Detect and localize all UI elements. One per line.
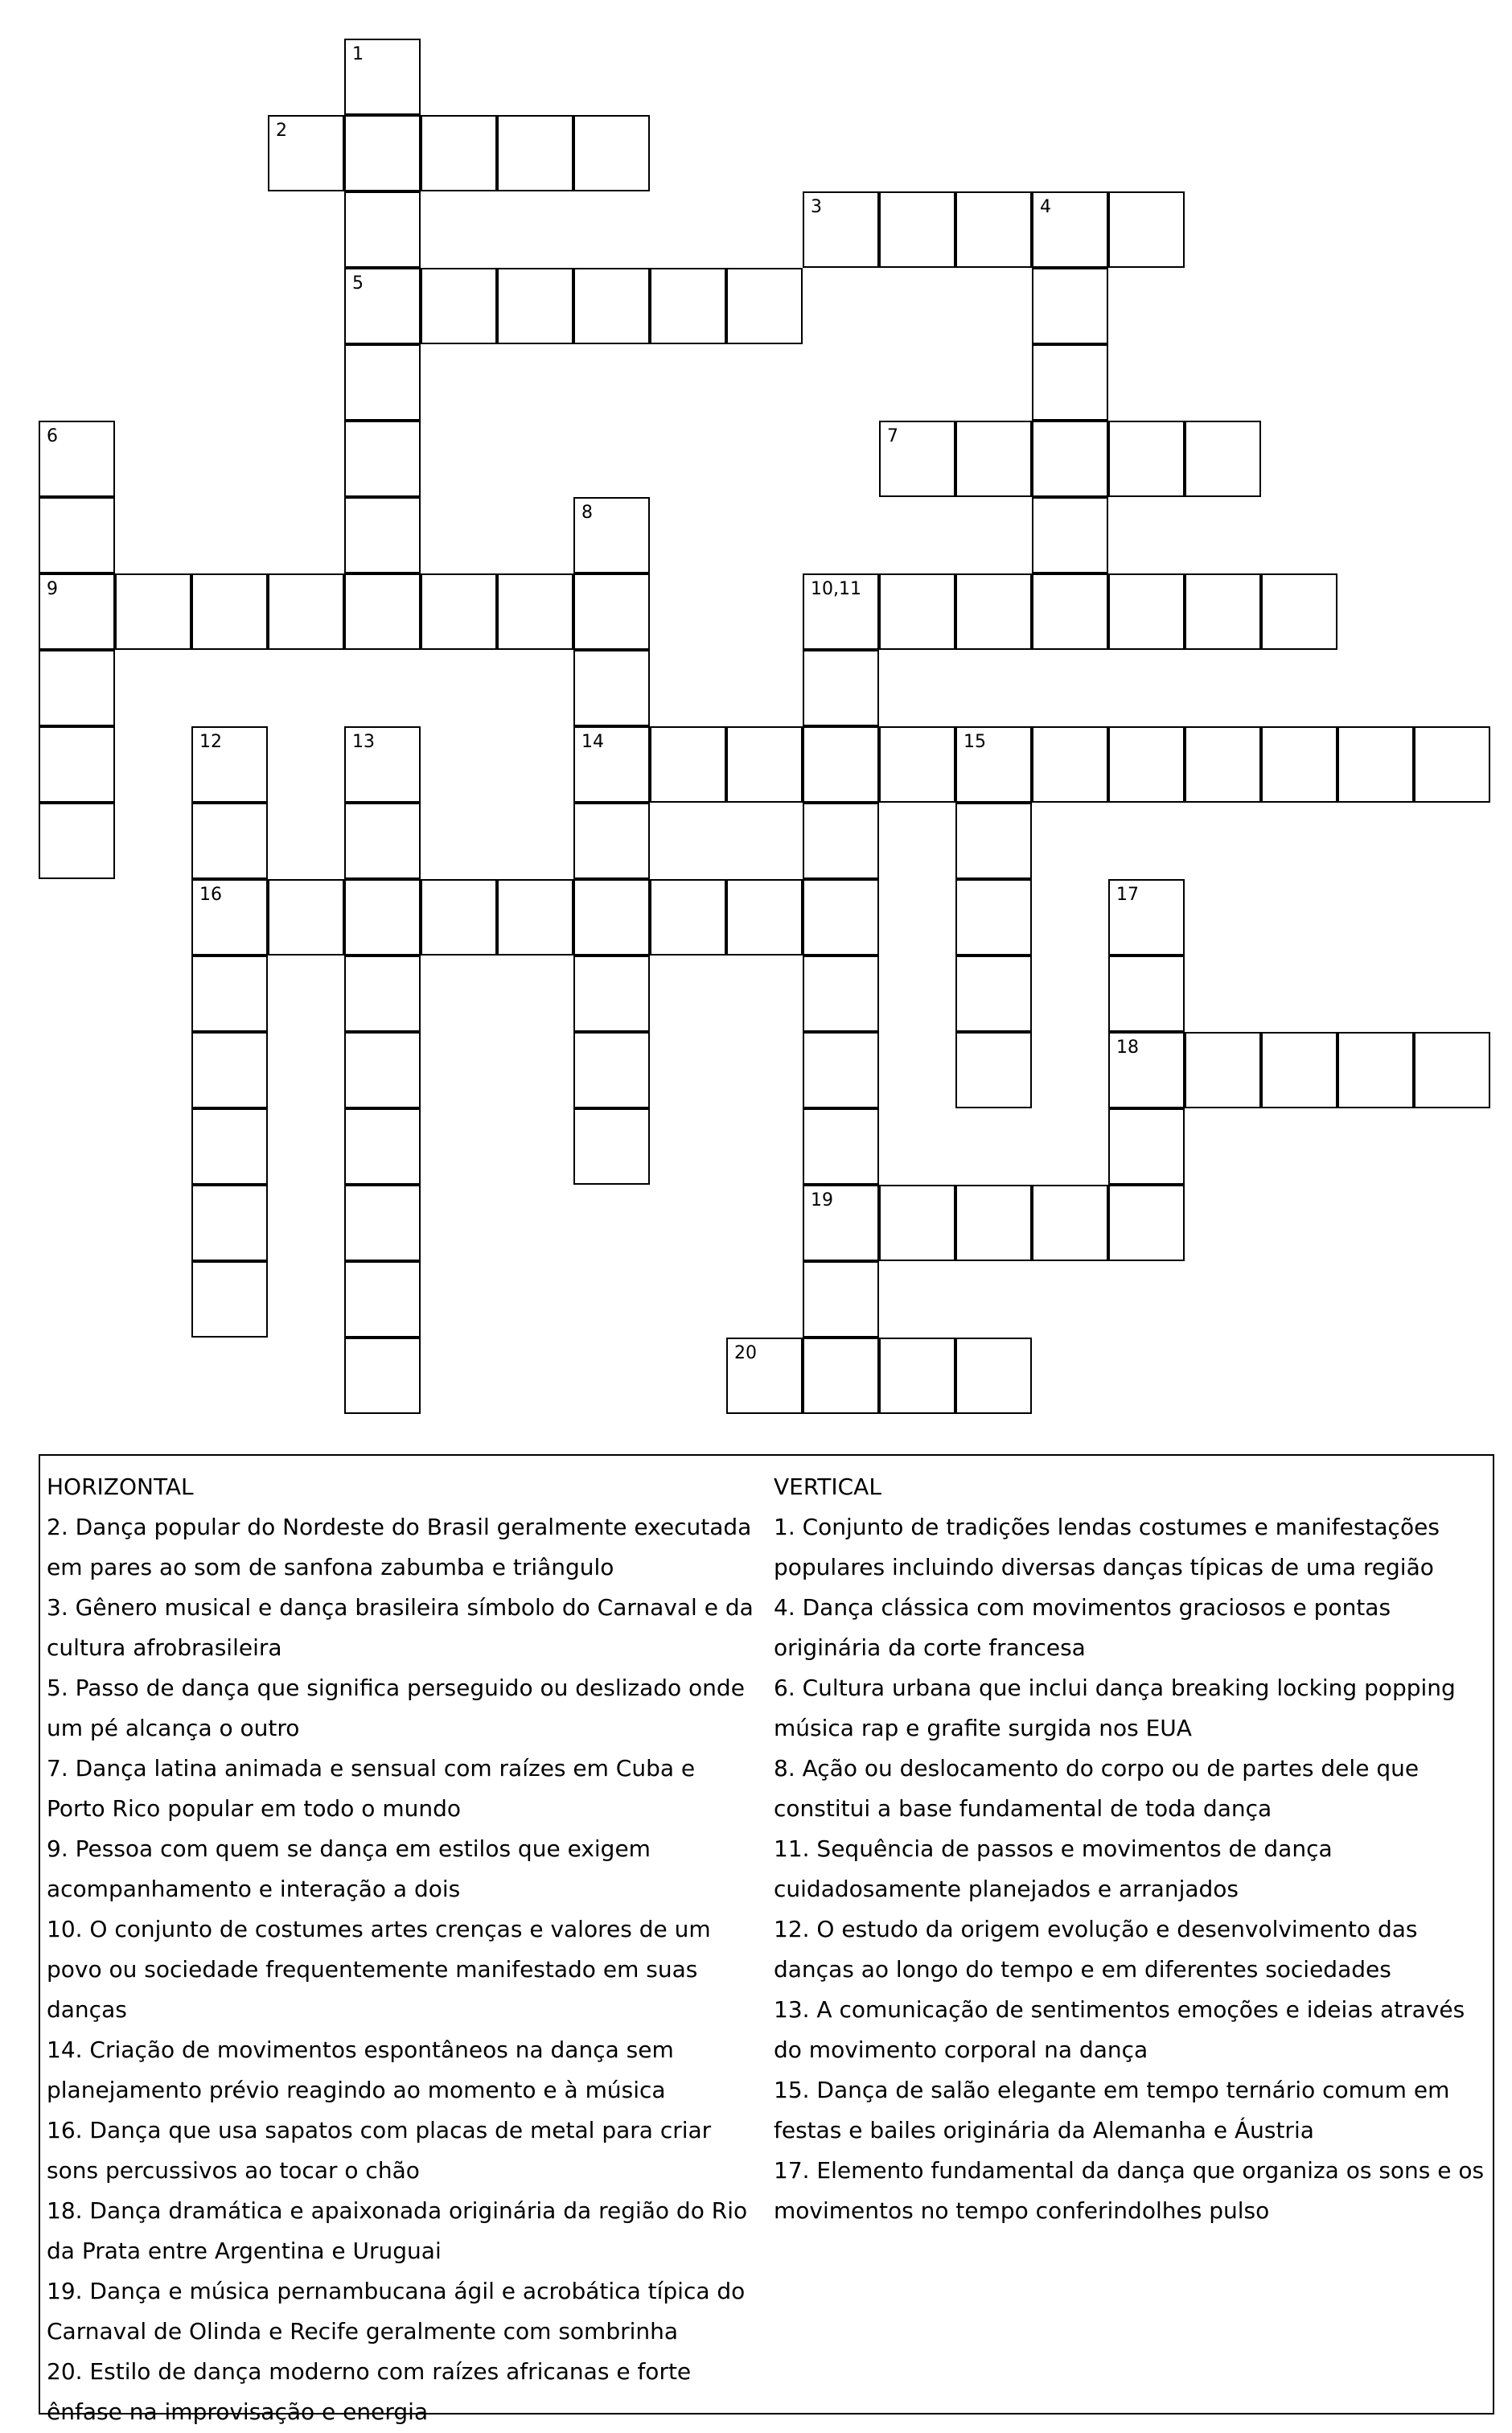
grid-cell (879, 1185, 955, 1261)
grid-cell (497, 879, 573, 956)
clue-across: 20. Estilo de dança moderno com raízes africanas e forte ênfase na improvisação e energia (47, 2358, 692, 2425)
clue-number: 10,11 (811, 579, 861, 599)
grid-cell (191, 726, 268, 803)
grid-cell (573, 1108, 650, 1185)
grid-cell (344, 1261, 421, 1338)
clue-number: 4 (1040, 197, 1051, 217)
grid-cell (879, 1338, 955, 1414)
grid-cell (1108, 1185, 1185, 1261)
grid-cell (344, 1032, 421, 1108)
grid-cell (344, 497, 421, 573)
clue-down: 6. Cultura urbana que inclui dança breaking locking popping música rap e grafite surgida nos EUA (774, 1675, 1456, 1741)
grid-cell (191, 803, 268, 879)
grid-cell (573, 650, 650, 726)
clue-number: 7 (887, 426, 898, 446)
grid-cell (650, 268, 726, 344)
clue-number: 20 (734, 1343, 757, 1363)
horizontal-clues (47, 1467, 754, 2432)
grid-cell (1185, 1032, 1261, 1108)
clue-down: 12. O estudo da origem evolução e desenvolvimento das danças ao longo do tempo e em diferentes sociedades (774, 1916, 1418, 1983)
clue-number: 18 (1116, 1038, 1139, 1058)
clue-number: 14 (581, 732, 604, 752)
grid-cell (955, 573, 1032, 650)
grid-cell (344, 115, 421, 191)
grid-cell (344, 726, 421, 803)
grid-cell (955, 803, 1032, 879)
grid-cell (1337, 1032, 1414, 1108)
grid-cell (879, 191, 955, 268)
clue-across: 14. Criação de movimentos espontâneos na dança sem planejamento prévio reagindo ao momento e à música (47, 2036, 674, 2103)
grid-cell (39, 497, 115, 573)
clue-down: 17. Elemento fundamental da dança que organiza os sons e os movimentos no tempo conferindolhes pulso (774, 2157, 1485, 2224)
clue-across: 16. Dança que usa sapatos com placas de metal para criar sons percussivos ao tocar o chão (47, 2117, 712, 2184)
grid-cell (191, 1108, 268, 1185)
clue-across: 3. Gênero musical e dança brasileira símbolo do Carnaval e da cultura afrobrasileira (47, 1594, 754, 1661)
grid-cell (650, 879, 726, 956)
grid-cell (191, 956, 268, 1032)
clue-across: 7. Dança latina animada e sensual com raízes em Cuba e Porto Rico popular em todo o mundo (47, 1755, 696, 1822)
clue-across: 2. Dança popular do Nordeste do Brasil geralmente executada em pares ao som de sanfona zabumba e triângulo (47, 1514, 752, 1580)
grid-cell (573, 115, 650, 191)
grid-cell (1108, 726, 1185, 803)
clues-box (39, 1454, 1494, 2425)
grid-cell (1261, 726, 1337, 803)
grid-cell (803, 650, 879, 726)
grid-cell (421, 115, 497, 191)
grid-cell (1032, 1185, 1108, 1261)
clue-down: 13. A comunicação de sentimentos emoções e ideias através do movimento corporal na dança (774, 1996, 1465, 2063)
grid-cell (803, 1261, 879, 1338)
grid-cell (191, 573, 268, 650)
clue-number: 9 (47, 579, 58, 599)
clue-number: 5 (352, 273, 364, 294)
clue-across: 18. Dança dramática e apaixonada originária da região do Rio da Prata entre Argentina e Uruguai (47, 2197, 748, 2264)
grid-cell (1414, 726, 1490, 803)
clue-number: 1 (352, 44, 364, 64)
clue-across: 9. Pessoa com quem se dança em estilos que exigem acompanhamento e interação a dois (47, 1835, 651, 1902)
grid-cell (955, 1185, 1032, 1261)
clue-number: 12 (199, 732, 222, 752)
grid-cell (573, 497, 650, 573)
grid-cell (955, 191, 1032, 268)
grid-cell (955, 726, 1032, 803)
grid-cell (344, 344, 421, 421)
grid-cell (268, 115, 344, 191)
grid-cell (268, 573, 344, 650)
grid-cell (879, 726, 955, 803)
grid-cell (803, 1032, 879, 1108)
clue-across: 19. Dança e música pernambucana ágil e acrobática típica do Carnaval de Olinda e Recife geralmente com sombrinha (47, 2278, 746, 2345)
grid-cell (1032, 268, 1108, 344)
grid-cell (1032, 573, 1108, 650)
grid-cell (344, 39, 421, 115)
grid-cell (573, 803, 650, 879)
grid-cell (803, 956, 879, 1032)
grid-cell (573, 1032, 650, 1108)
grid-cell (421, 573, 497, 650)
grid-cell (1108, 421, 1185, 497)
grid-cell (955, 879, 1032, 956)
grid-cell (573, 879, 650, 956)
grid-cell (1108, 1108, 1185, 1185)
grid-cell (1108, 191, 1185, 268)
grid-cell (1337, 726, 1414, 803)
grid-cell (1032, 344, 1108, 421)
grid-cell (1108, 1032, 1185, 1108)
grid-cell (803, 1338, 879, 1414)
clue-down: 4. Dança clássica com movimentos graciosos e pontas originária da corte francesa (774, 1594, 1391, 1661)
clue-number: 19 (811, 1190, 833, 1210)
grid-cell (497, 115, 573, 191)
grid-cell (191, 879, 268, 956)
grid-cell (191, 1032, 268, 1108)
clue-down: 1. Conjunto de tradições lendas costumes e manifestações populares incluindo diversas danças típicas de uma região (774, 1514, 1440, 1580)
grid-cell (803, 1185, 879, 1261)
horizontal-heading: HORIZONTAL (47, 1473, 194, 1500)
grid-cell (191, 1185, 268, 1261)
grid-cell (955, 1032, 1032, 1108)
clue-down: 8. Ação ou deslocamento do corpo ou de partes dele que constitui a base fundamental de toda dança (774, 1755, 1420, 1822)
grid-cell (573, 573, 650, 650)
grid-cell (1108, 956, 1185, 1032)
grid-cell (803, 573, 879, 650)
grid-cell (191, 1261, 268, 1338)
grid-cell (1032, 497, 1108, 573)
grid-cell (803, 1108, 879, 1185)
grid-cell (497, 573, 573, 650)
clue-number: 8 (581, 503, 593, 523)
grid-cell (726, 268, 803, 344)
grid-cell (39, 421, 115, 497)
clue-number: 6 (47, 426, 58, 446)
clue-down: 11. Sequência de passos e movimentos de dança cuidadosamente planejados e arranjados (774, 1835, 1333, 1902)
grid-cell (39, 726, 115, 803)
grid-cell (344, 191, 421, 268)
grid-cell (879, 573, 955, 650)
clue-number: 13 (352, 732, 375, 752)
grid-cell (344, 956, 421, 1032)
grid-cell (803, 191, 879, 268)
grid-cell (726, 726, 803, 803)
clue-number: 3 (811, 197, 822, 217)
clue-number: 17 (1116, 885, 1139, 905)
grid-cell (344, 573, 421, 650)
clue-across: 5. Passo de dança que significa perseguido ou deslizado onde um pé alcança o outro (47, 1675, 745, 1741)
grid-cell (1108, 879, 1185, 956)
grid-cell (344, 1185, 421, 1261)
vertical-heading: VERTICAL (774, 1473, 881, 1500)
grid-cell (344, 879, 421, 956)
grid-cell (803, 803, 879, 879)
grid-cell (803, 879, 879, 956)
grid-cell (344, 268, 421, 344)
grid-cell (1185, 726, 1261, 803)
grid-cell (344, 1338, 421, 1414)
grid-cell (344, 803, 421, 879)
clue-across: 10. O conjunto de costumes artes crenças e valores de um povo ou sociedade frequentemente manifestado em suas danças (47, 1916, 711, 2023)
grid-cell (421, 879, 497, 956)
grid-cell (573, 268, 650, 344)
clue-number: 2 (276, 121, 287, 141)
grid-cell (1185, 573, 1261, 650)
grid-cell (1032, 726, 1108, 803)
grid-cell (803, 726, 879, 803)
grid-cell (1414, 1032, 1490, 1108)
grid-cell (39, 650, 115, 726)
grid-cell (39, 803, 115, 879)
grid-cell (1261, 573, 1337, 650)
grid-cell (39, 573, 115, 650)
grid-cell (955, 1338, 1032, 1414)
grid-cell (421, 268, 497, 344)
grid-cell (955, 956, 1032, 1032)
clue-number: 16 (199, 885, 222, 905)
grid-cell (1185, 421, 1261, 497)
grid-cell (1032, 421, 1108, 497)
grid-cell (115, 573, 191, 650)
grid-cell (344, 421, 421, 497)
grid-cell (344, 1108, 421, 1185)
grid-cell (879, 421, 955, 497)
clue-down: 15. Dança de salão elegante em tempo ternário comum em festas e bailes originária da Alemanha e Áustria (774, 2077, 1450, 2143)
grid-cell (1108, 573, 1185, 650)
grid-cell (573, 956, 650, 1032)
vertical-clues (774, 1467, 1489, 2231)
clue-number: 15 (963, 732, 986, 752)
grid-cell (497, 268, 573, 344)
grid-cell (1032, 191, 1108, 268)
grid-cell (955, 421, 1032, 497)
grid-cell (268, 879, 344, 956)
grid-cell (1261, 1032, 1337, 1108)
grid-cell (650, 726, 726, 803)
grid-cell (726, 1338, 803, 1414)
grid-cell (726, 879, 803, 956)
grid-cell (573, 726, 650, 803)
